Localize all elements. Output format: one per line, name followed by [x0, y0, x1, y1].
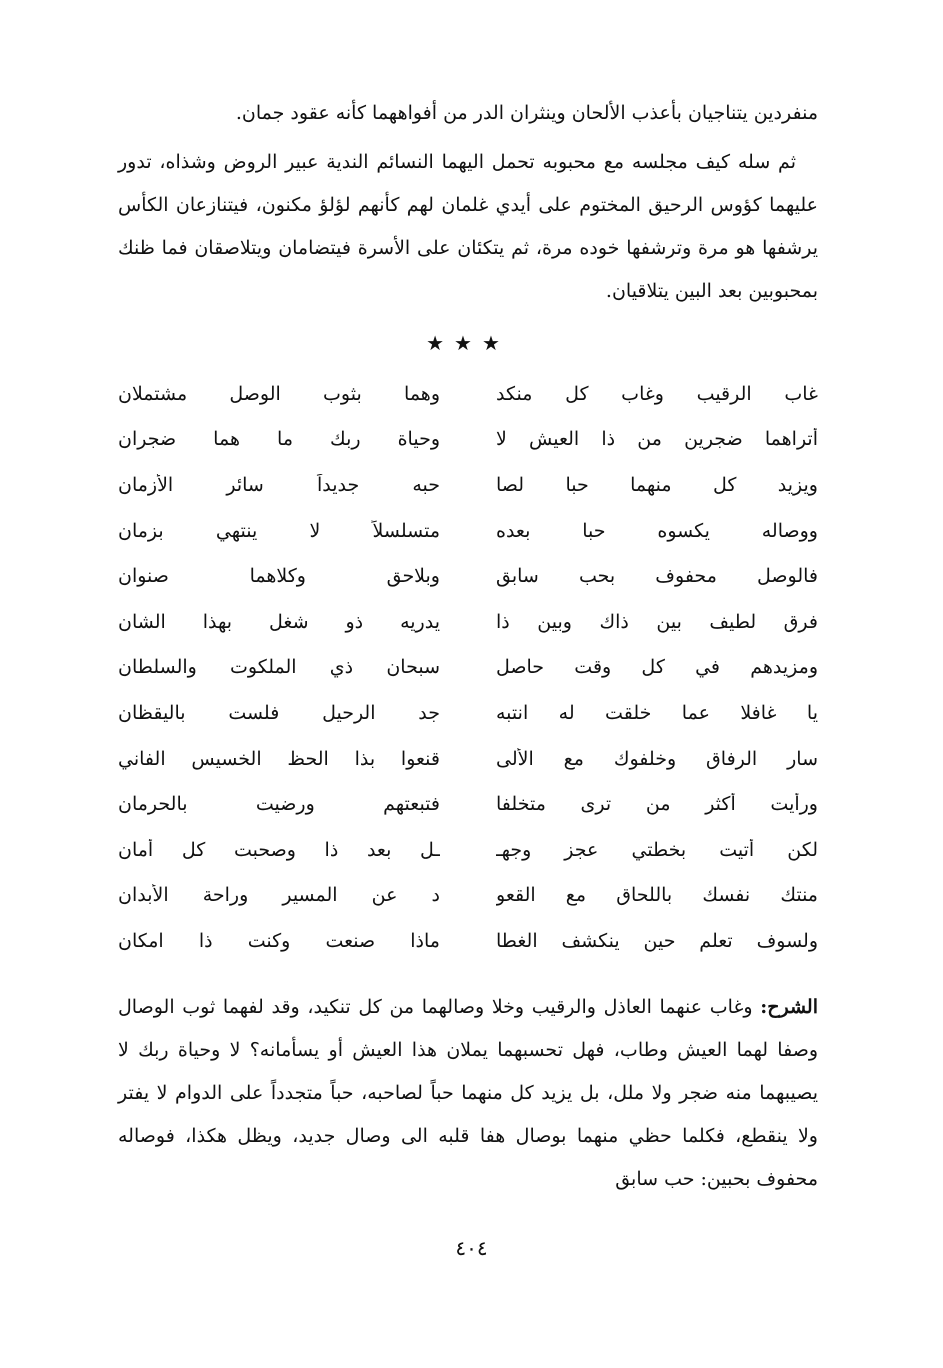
- verse-first-hemistich: أتراهما ضجرين من ذا العيش لا: [496, 428, 818, 451]
- verse-second-hemistich: يدريه ذو شغل بهذا الشان: [118, 610, 440, 633]
- commentary-paragraph: [118, 986, 818, 1201]
- poem-verse: [118, 553, 818, 599]
- verse-first-hemistich: غاب الرقيب وغاب كل منكد: [496, 382, 818, 405]
- verse-second-hemistich: حبه جديداً سائر الأزمان: [118, 473, 440, 496]
- verse-first-hemistich: منتك نفسك باللحاق مع القعو: [496, 884, 818, 907]
- verse-second-hemistich: فتبعتهم ورضيت بالحرمان: [118, 793, 440, 816]
- poem-verse: [118, 736, 818, 782]
- poem-verse: [118, 781, 818, 827]
- verse-second-hemistich: وهما بثوب الوصل مشتملان: [118, 382, 440, 405]
- verse-first-hemistich: لكن أتيت بخطتي عجز وجهـ: [496, 838, 818, 861]
- verse-first-hemistich: يا غافلا عما خلقت له انتبه: [496, 701, 818, 724]
- verse-second-hemistich: وحياة ربك ما هما ضجران: [118, 428, 440, 451]
- verse-second-hemistich: قنعوا بذا الحظ الخسيس الفاني: [118, 747, 440, 770]
- poem-verse: [118, 690, 818, 736]
- verse-first-hemistich: ويزيد كل منهما حبا لصا: [496, 473, 818, 496]
- commentary-label: الشرح:: [760, 995, 818, 1018]
- verse-second-hemistich: ماذا صنعت وكنت ذا امكان: [118, 929, 440, 952]
- verse-first-hemistich: سار الرفاق وخلفوك مع الألى: [496, 747, 818, 770]
- page-body: [118, 92, 818, 1201]
- verse-first-hemistich: ولسوف تعلم حين ينكشف الغطا: [496, 929, 818, 952]
- poem-verse: [118, 462, 818, 508]
- poem-verse: [118, 417, 818, 463]
- poem: [118, 371, 818, 964]
- verse-second-hemistich: سبحان ذي الملكوت والسلطان: [118, 656, 440, 679]
- verse-second-hemistich: وبلاحق وكلاهما صنوان: [118, 565, 440, 588]
- intro-paragraph: منفردين يتناجيان بأعذب الألحان وينثران الدر من أفواههما كأنه عقود جمان.: [235, 102, 818, 124]
- verse-first-hemistich: ورأيت أكثر من ترى متخلفا: [496, 793, 818, 816]
- verse-first-hemistich: فالوصل محفوف بحب سابق: [496, 565, 818, 588]
- commentary-text: وغاب عنهما العاذل والرقيب وخلا وصالهما من كل تنكيد، وقد لفهما ثوب الوصال وصفا لهما العيش وطاب، فهل تحسبهما يملان هذا العيش أو يسأمانه؟ لا وحياة ربك لا يصيبهما منه ضجر ولا ملل، بل يزيد كل منهما حباً لصاحبه، حباً متجدداً على الدوام لا يفتر ولا ينقطع، فكلما حظي منهما بوصال هفا قلبه الى وصال جديد، ويظل هكذا، فوصاله محفوف بحبين: حب سابق: [118, 995, 818, 1190]
- verse-second-hemistich: متسلسلاً لا ينتهي بزمان: [118, 519, 440, 542]
- poem-verse: [118, 827, 818, 873]
- verse-second-hemistich: جد الرحيل فلست باليقظان: [118, 701, 440, 724]
- verse-first-hemistich: فرق لطيف بين ذاك وبين ذا: [496, 610, 818, 633]
- poem-verse: [118, 371, 818, 417]
- verse-first-hemistich: ووصاله يكسوه حبا بعده: [496, 519, 818, 542]
- page-number: ٤٠٤: [455, 1236, 488, 1260]
- verse-second-hemistich: د عن المسير وراحة الأبدان: [118, 884, 440, 907]
- verse-first-hemistich: ومزيدهم في كل وقت حاصل: [496, 656, 818, 679]
- poem-verse: [118, 508, 818, 554]
- second-paragraph: ثم سله كيف مجلسه مع محبوبه تحمل اليهما النسائم الندية عبير الروض وشذاه، تدور عليهما كؤوس الرحيق المختوم على أيدي غلمان لهم كأنهم لؤلؤ مكنون، فيتنازعان الكأس يرشفها هو مرة وترشفها خوده مرة، ثم يتكئان على الأسرة فيتضامان ويتلاصقان فما ظنك بمحبوبين بعد البين يتلاقيان.: [118, 151, 818, 302]
- poem-verse: [118, 918, 818, 964]
- poem-verse: [118, 645, 818, 691]
- poem-verse: [118, 599, 818, 645]
- section-separator: ★★★: [426, 331, 510, 355]
- poem-verse: [118, 873, 818, 919]
- verse-second-hemistich: ـل بعد ذا وصحبت كل أمان: [118, 838, 440, 861]
